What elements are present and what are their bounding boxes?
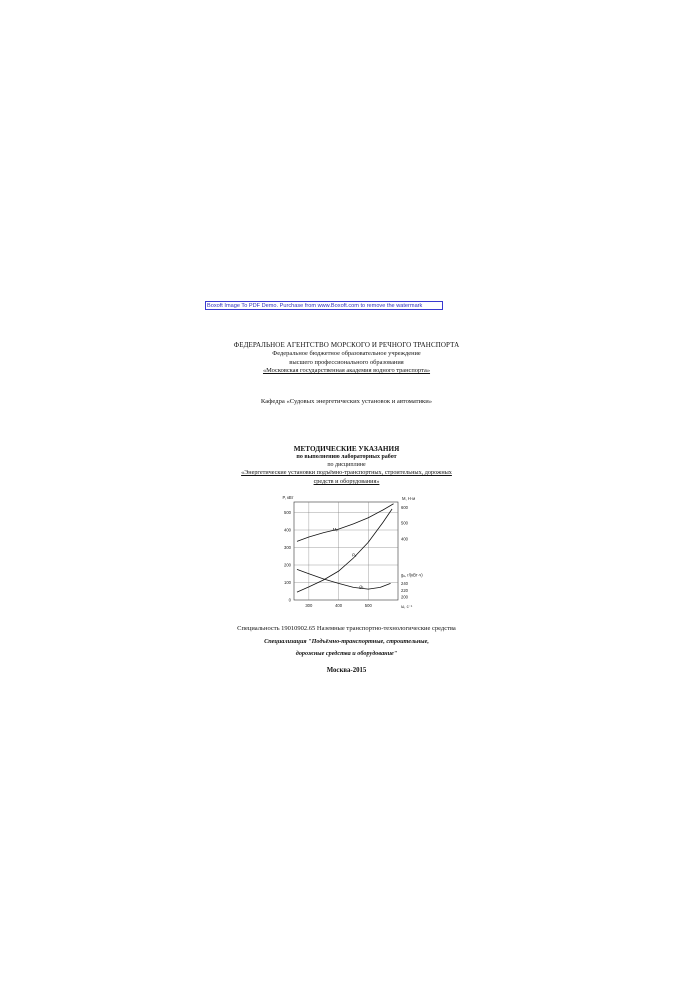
engine-characteristics-chart bbox=[272, 492, 423, 612]
department-name: Кафедра «Судовых энергетических установок и автоматики» bbox=[260, 398, 433, 405]
document-subtitle: по выполнению лабораторных работ bbox=[296, 454, 397, 460]
right-lower-tick-label-1: 220 bbox=[401, 587, 408, 593]
institution-line-1: Федеральное бюджетное образовательное учреждение bbox=[272, 350, 421, 357]
left-tick-label-2: 200 bbox=[284, 562, 291, 568]
left-tick-label-0: 0 bbox=[288, 597, 291, 603]
right-lower-tick-label-0: 240 bbox=[401, 580, 408, 586]
discipline-line-2 bbox=[0, 478, 693, 485]
right-upper-tick-label-2: 400 bbox=[401, 536, 408, 542]
left-tick-label-3: 300 bbox=[284, 545, 291, 550]
series-line-0 bbox=[297, 504, 394, 542]
city-year: Москва-2015 bbox=[326, 667, 367, 674]
series-label-0: Mₑ bbox=[332, 526, 338, 532]
discipline-intro: по дисциплине bbox=[327, 462, 366, 468]
x-tick-label-1: 400 bbox=[335, 603, 343, 608]
left-tick-label-1: 100 bbox=[284, 580, 291, 585]
right-upper-tick-label-0: 600 bbox=[401, 504, 408, 510]
series-label-2: gₑ bbox=[359, 583, 364, 589]
discipline-line-1 bbox=[0, 469, 693, 476]
right-lower-tick-label-2: 200 bbox=[401, 594, 408, 600]
discipline-line-2-text: средств и оборудования» bbox=[313, 478, 380, 485]
series-line-1 bbox=[297, 509, 392, 592]
right-upper-tick-label-1: 500 bbox=[401, 520, 408, 526]
x-tick-label-0: 300 bbox=[305, 603, 313, 608]
agency-name: ФЕДЕРАЛЬНОЕ АГЕНТСТВО МОРСКОГО И РЕЧНОГО ТРАНСПОРТА bbox=[233, 341, 460, 349]
series-label-1: Pₑ bbox=[351, 552, 357, 558]
watermark-banner: Boxoft Image To PDF Demo. Purchase from www.Boxoft.com to remove the watermark bbox=[205, 301, 443, 310]
document-title: МЕТОДИЧЕСКИЕ УКАЗАНИЯ bbox=[293, 445, 400, 453]
left-tick-label-5: 500 bbox=[284, 510, 291, 515]
specialization-line-1: Специализация "Подъёмно-транспортные, строительные, bbox=[264, 638, 429, 645]
left-tick-label-4: 400 bbox=[284, 527, 291, 533]
specialty-line: Специальность 19010902.65 Наземные транспортно-технологические средства bbox=[237, 625, 456, 632]
right-lower-axis-label: gₑ, г/(кВт·ч) bbox=[401, 572, 423, 578]
left-axis-label: P, кВт bbox=[282, 495, 294, 500]
academy-name bbox=[0, 367, 693, 374]
right-upper-axis-label: M, Н·м bbox=[402, 496, 416, 501]
specialization-line-2: дорожные средства и оборудование" bbox=[295, 650, 398, 657]
academy-name-text: «Московская государственная академия водного транспорта» bbox=[262, 367, 431, 374]
x-axis-label: ω, с⁻¹ bbox=[401, 604, 413, 609]
discipline-line-1-text: «Энергетические установки подъёмно-транспортных, строительных, дорожных bbox=[241, 469, 452, 476]
institution-line-2: высшего профессионального образования bbox=[289, 359, 404, 366]
x-tick-label-2: 500 bbox=[364, 603, 372, 608]
